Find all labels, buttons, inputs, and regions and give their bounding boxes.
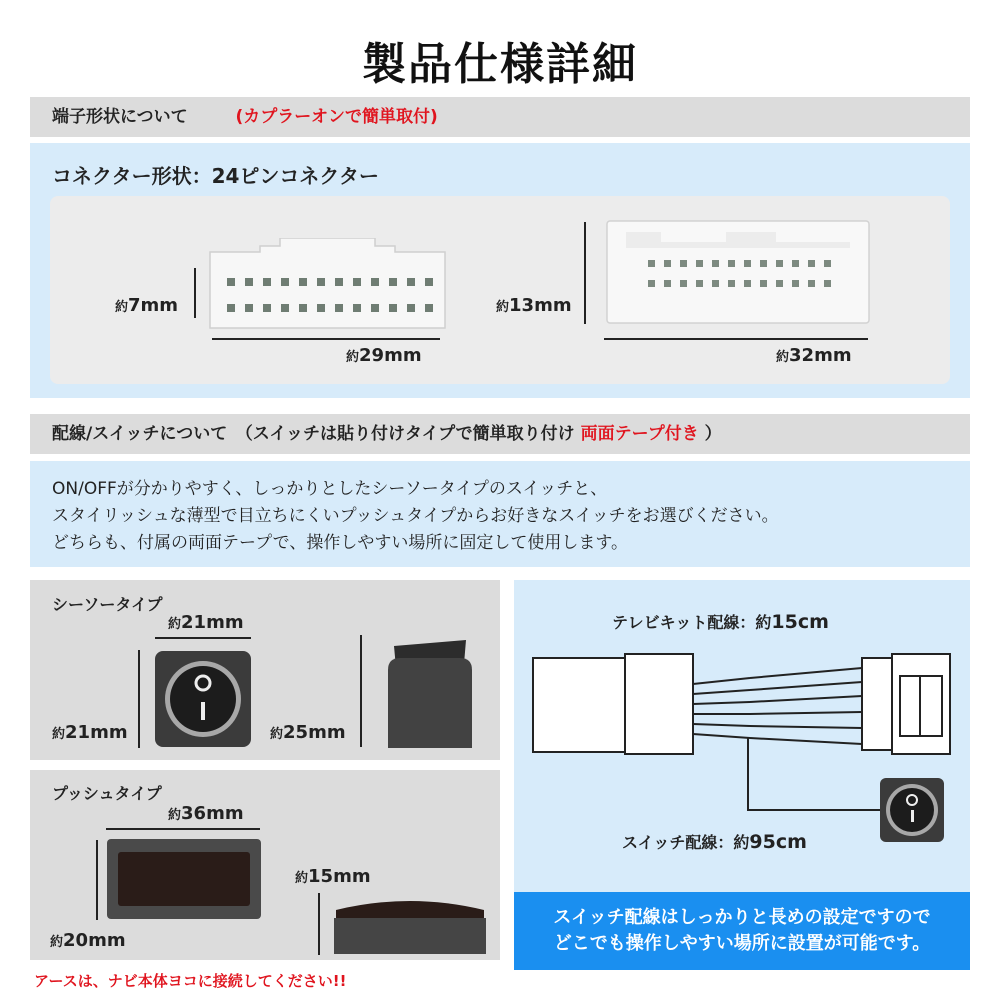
seesaw-width-line bbox=[155, 637, 251, 639]
large-width-label: 約32mm bbox=[776, 345, 852, 366]
wiring-switch-header-text: 配線/スイッチについて （スイッチは貼り付けタイプで簡単取り付け bbox=[52, 424, 575, 444]
wiring-diagram bbox=[530, 650, 955, 842]
push-switch-image bbox=[106, 838, 262, 920]
switch-wire-label: スイッチ配線：約95cm bbox=[622, 831, 807, 853]
large-height-label: 約13mm bbox=[496, 295, 572, 316]
seesaw-height-line bbox=[138, 650, 140, 748]
push-side-label: 約15mm bbox=[295, 866, 371, 887]
terminal-shape-header-note: (カプラーオンで簡単取付) bbox=[235, 107, 438, 127]
seesaw-width-label: 約21mm bbox=[168, 612, 244, 633]
large-connector-image bbox=[606, 220, 870, 325]
push-height-label: 約20mm bbox=[50, 930, 126, 951]
connector-title: コネクター形状：24ピンコネクター bbox=[52, 164, 380, 188]
description-line-1: ON/OFFが分かりやすく、しっかりとしたシーソータイプのスイッチと、 bbox=[52, 479, 608, 499]
push-side-image bbox=[332, 892, 488, 956]
terminal-shape-header-text: 端子形状について bbox=[52, 107, 188, 127]
large-height-line bbox=[584, 222, 586, 324]
seesaw-side-line bbox=[360, 635, 362, 747]
wiring-switch-header-close: ） bbox=[704, 424, 722, 444]
push-width-line bbox=[106, 828, 260, 830]
seesaw-height-label: 約21mm bbox=[52, 722, 128, 743]
small-height-line bbox=[194, 268, 196, 318]
tv-kit-wire-label: テレビキット配線：約15cm bbox=[612, 611, 829, 633]
small-width-line bbox=[212, 338, 440, 340]
seesaw-side-label: 約25mm bbox=[270, 722, 346, 743]
wiring-switch-header bbox=[30, 414, 970, 454]
push-side-line bbox=[318, 893, 320, 955]
description-line-2: スタイリッシュな薄型で目立ちにくいプッシュタイプからお好きなスイッチをお選びください。 bbox=[52, 506, 779, 526]
small-height-label: 約7mm bbox=[115, 295, 179, 316]
seesaw-side-image bbox=[382, 634, 478, 750]
wiring-switch-header-red: 両面テープ付き bbox=[580, 424, 699, 444]
ground-warning: アースは、ナビ本体ヨコに接続してください!! bbox=[34, 972, 347, 990]
small-connector-image bbox=[205, 238, 450, 330]
wiring-note-box bbox=[514, 892, 970, 970]
push-label: プッシュタイプ bbox=[52, 784, 162, 803]
terminal-shape-header bbox=[30, 97, 970, 137]
page-title: 製品仕様詳細 bbox=[362, 39, 638, 90]
small-width-label: 約29mm bbox=[346, 345, 422, 366]
wiring-note-line-2: どこでも操作しやすい場所に設置が可能です。 bbox=[553, 933, 931, 954]
wiring-note-line-1: スイッチ配線はしっかりと長めの設定ですので bbox=[553, 907, 931, 928]
description-line-3: どちらも、付属の両面テープで、操作しやすい場所に固定して使用します。 bbox=[52, 533, 628, 553]
push-width-label: 約36mm bbox=[168, 803, 244, 824]
seesaw-label: シーソータイプ bbox=[52, 595, 163, 614]
description-text bbox=[52, 476, 779, 557]
seesaw-switch-image bbox=[154, 650, 252, 748]
large-width-line bbox=[604, 338, 868, 340]
push-height-line bbox=[96, 840, 98, 920]
